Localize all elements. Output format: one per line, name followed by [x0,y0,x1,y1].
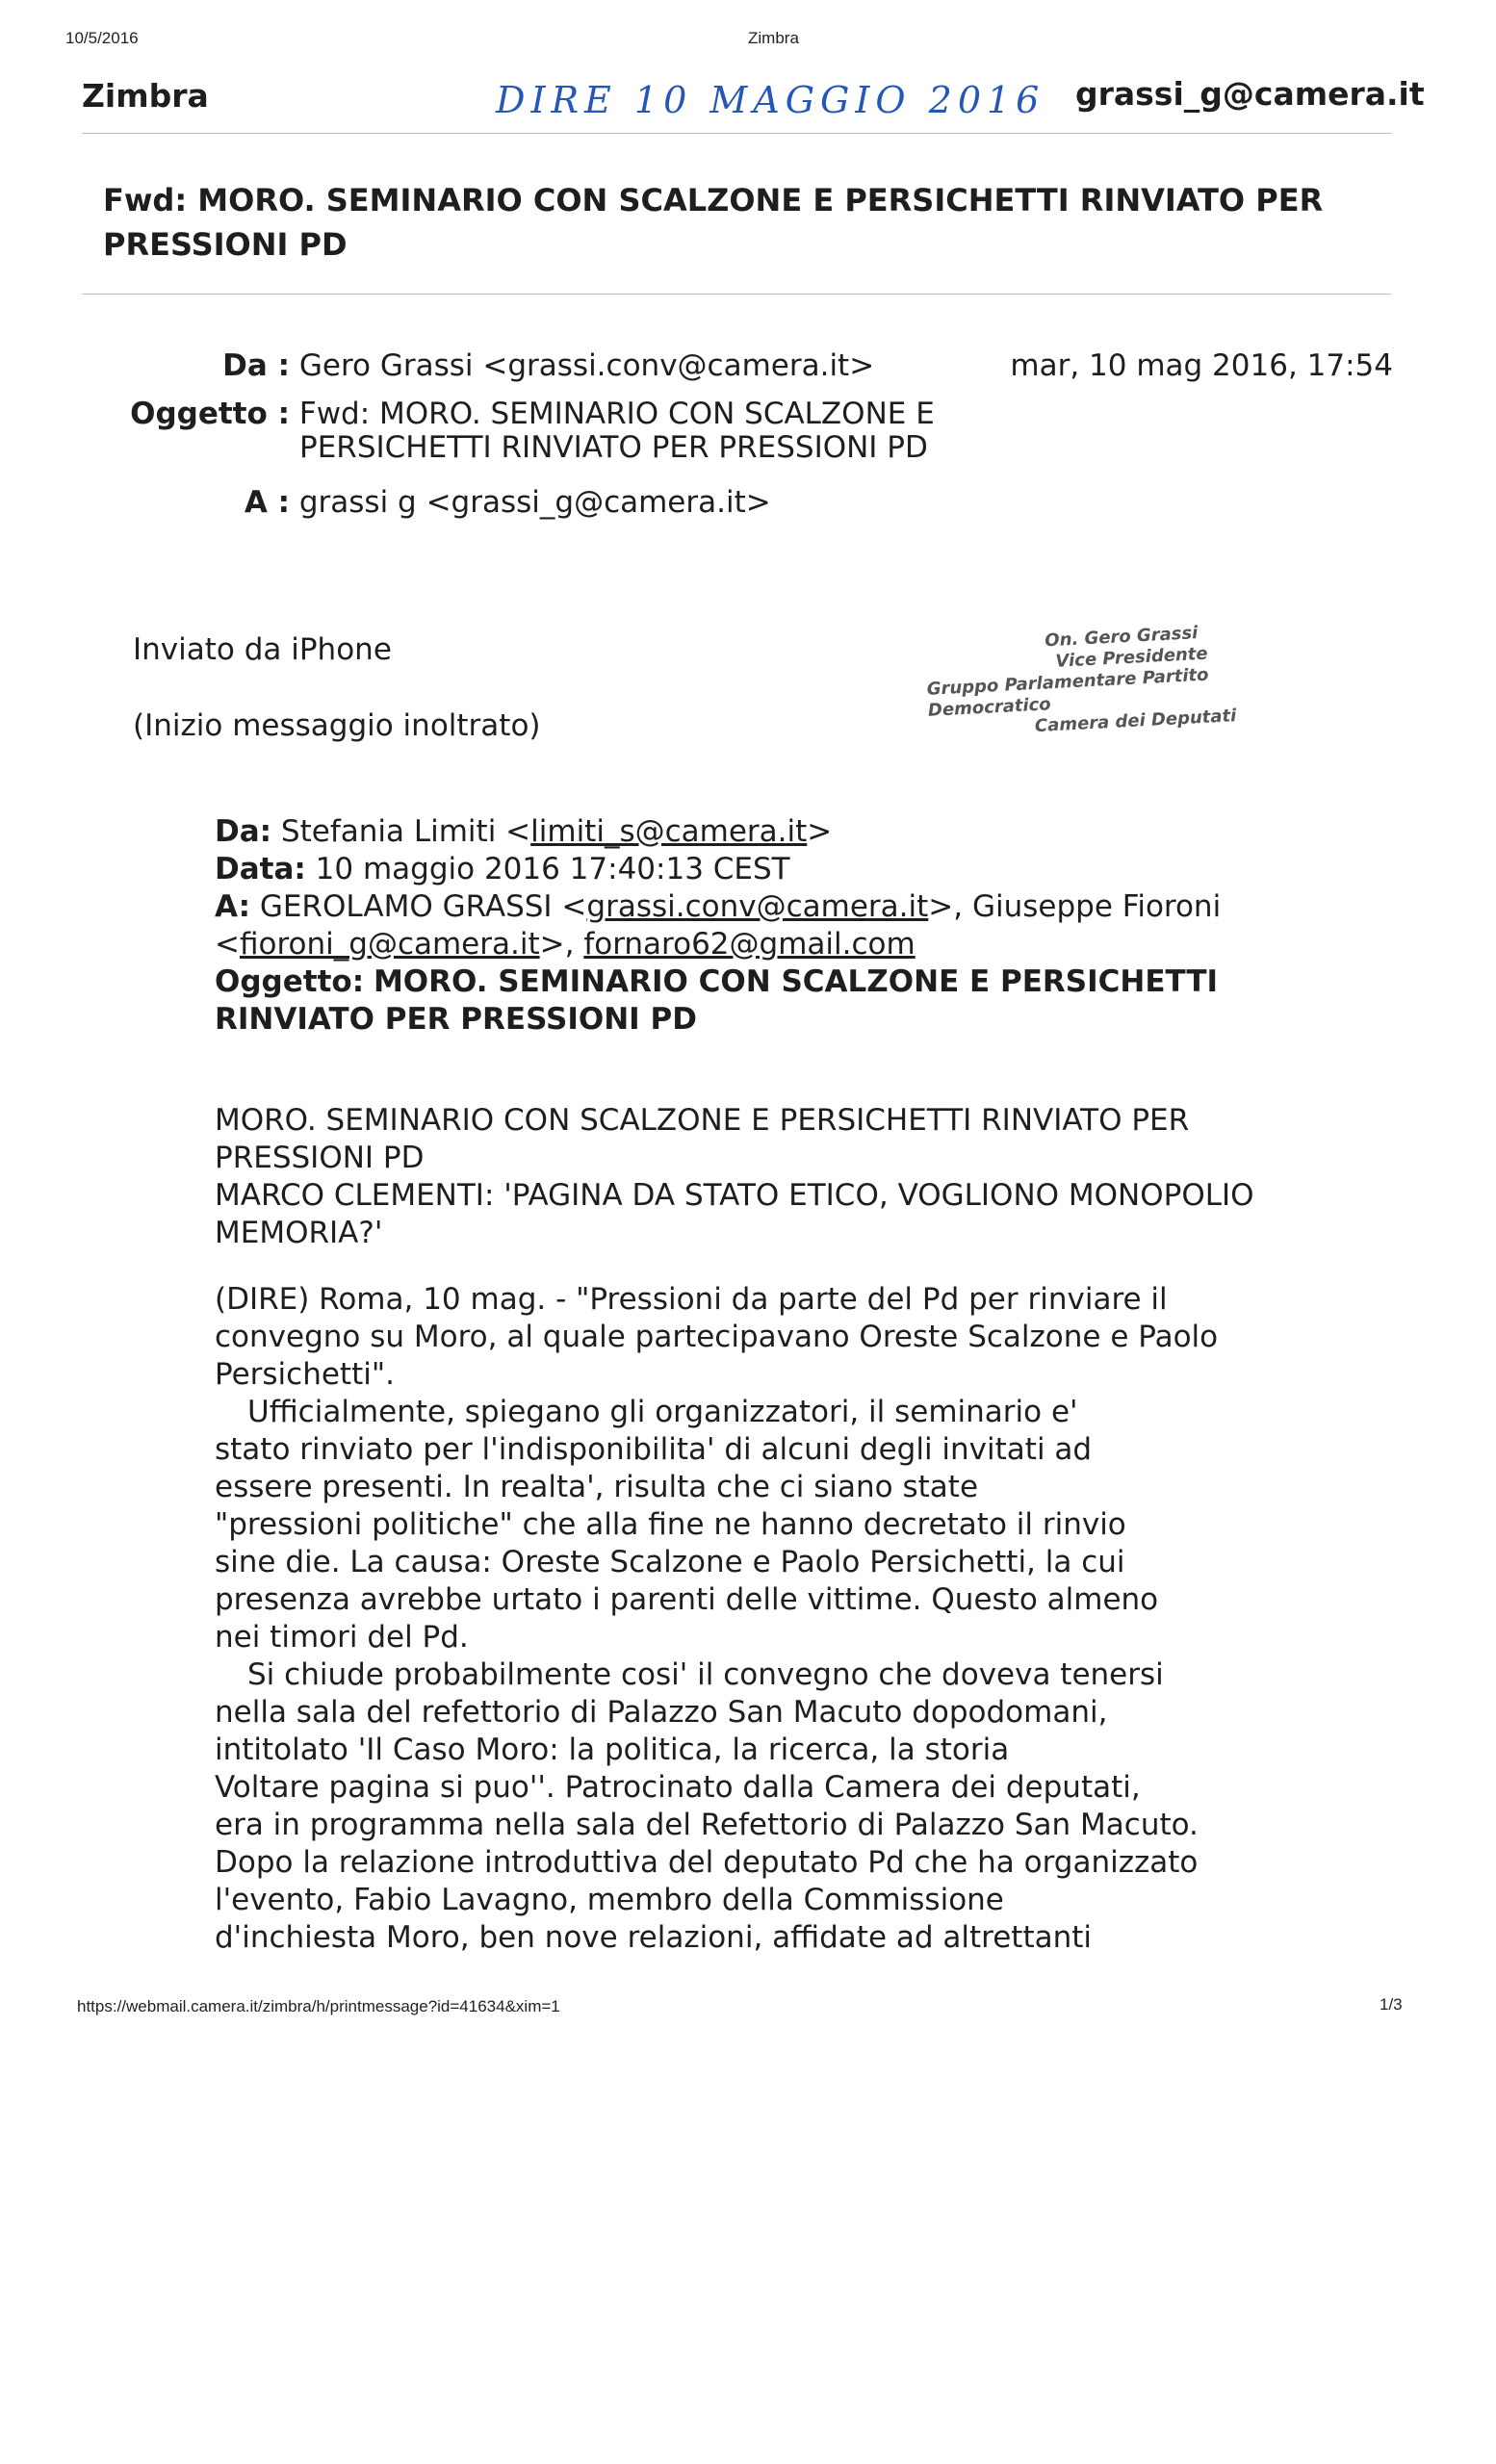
fwd-from-close: > [807,814,833,849]
header-subject-line1: Fwd: MORO. SEMINARIO CON SCALZONE E [298,397,935,431]
header-subject-line2: PERSICHETTI RINVIATO PER PRESSIONI PD [299,430,928,465]
fwd-subject-line1: MORO. SEMINARIO CON SCALZONE E PERSICHETTI [373,964,1219,999]
message-subject-title: Fwd: MORO. SEMINARIO CON SCALZONE E PERSICHETTI RINVIATO PER PRESSIONI PD [103,182,1324,263]
headline-line: MORO. SEMINARIO CON SCALZONE E PERSICHETTI RINVIATO PER [215,1103,1190,1138]
paragraph-line: presenza avrebbe urtato i parenti delle vittime. Questo almeno [215,1582,1159,1617]
handwritten-note: DIRE 10 MAGGIO 2016 [496,79,1045,121]
account-email: grassi_g@camera.it [1075,75,1425,113]
forwarded-headers [215,813,1370,1039]
paragraph-line: Ufficialmente, spiegano gli organizzatori, il seminario e' [247,1395,1078,1429]
stamp-line4: Camera dei Deputati [1034,706,1237,737]
top-divider [82,133,1391,134]
paragraph-line: sine die. La causa: Oreste Scalzone e Paolo Persichetti, la cui [215,1545,1125,1579]
paragraph-line: nei timori del Pd. [215,1620,469,1655]
sent-from-line: Inviato da iPhone [133,632,392,667]
stamp-line1: On. Gero Grassi [1044,623,1199,652]
article-headline [215,1102,1399,1252]
paragraph-line: stato rinviato per l'indisponibilita' di alcuni degli invitati ad [215,1432,1093,1467]
header-subject-row [103,390,1393,431]
fwd-to-mid: >, Giuseppe Fioroni [928,889,1222,924]
fwd-to-email2-link[interactable]: fioroni_g@camera.it [239,927,540,962]
article-body [215,1102,1399,1957]
fwd-subject-label: Oggetto: [215,964,365,999]
header-date-value: mar, 10 mag 2016, 17:54 [1010,348,1393,383]
header-to-row [103,478,1393,526]
fwd-date-row [215,851,1370,888]
fwd-from-email-link[interactable]: limiti_s@camera.it [530,814,808,849]
fwd-to-open2: < [215,927,240,962]
fwd-subject-row-cont [215,1001,1370,1039]
fwd-to-label: A: [215,889,250,924]
article-paragraph-3 [215,1656,1399,1957]
header-to-label: A : [244,485,290,520]
headline-line: MARCO CLEMENTI: 'PAGINA DA STATO ETICO, VOGLIONO MONOPOLIO [215,1178,1254,1213]
message-headers [103,342,1393,526]
fwd-to-row [215,888,1370,926]
paragraph-line: l'evento, Fabio Lavagno, membro della Commissione [215,1883,1004,1917]
article-paragraph-2 [215,1394,1399,1656]
fwd-to-email1-link[interactable]: grassi.conv@camera.it [586,889,929,924]
fwd-from-label: Da: [215,814,272,849]
fwd-from-name: Stefania Limiti < [280,814,531,849]
article-paragraph-1 [215,1281,1399,1394]
header-to-value[interactable]: grassi g <grassi_g@camera.it> [298,485,771,520]
paragraph-line: era in programma nella sala del Refettorio di Palazzo San Macuto. [215,1808,1199,1842]
subject-divider [82,294,1391,295]
fwd-to-mid2: >, [539,927,584,962]
paragraph-line: convegno su Moro, al quale partecipavano Oreste Scalzone e Paolo [215,1320,1219,1354]
fwd-to-email3-link[interactable]: fornaro62@gmail.com [583,927,916,962]
fwd-date-label: Data: [215,852,306,886]
fwd-subject-line2: RINVIATO PER PRESSIONI PD [215,1002,697,1037]
paragraph-line: Persichetti". [215,1357,395,1392]
paragraph-line: Voltare pagina si puo''. Patrocinato dalla Camera dei deputati, [215,1770,1141,1805]
print-date: 10/5/2016 [65,29,139,47]
paragraph-line: Si chiude probabilmente cosi' il convegno che doveva tenersi [247,1657,1164,1692]
forward-start-line: (Inizio messaggio inoltrato) [133,708,541,743]
fwd-to-name1: GEROLAMO GRASSI < [259,889,587,924]
paragraph-line: essere presenti. In realta', risulta che ci siano state [215,1470,979,1504]
official-stamp [924,616,1333,743]
stamp-line3: Gruppo Parlamentare Partito Democratico [926,664,1209,721]
headline-line: MEMORIA?' [215,1216,383,1250]
header-subject-label: Oggetto : [130,397,290,431]
print-url: https://webmail.camera.it/zimbra/h/printmessage?id=41634&xim=1 [77,1997,560,2015]
paragraph-line: "pressioni politiche" che alla fine ne hanno decretato il rinvio [215,1507,1126,1542]
brand-logo: Zimbra [82,77,209,115]
fwd-subject-row [215,963,1370,1001]
fwd-to-row-cont [215,926,1370,963]
headline-line: PRESSIONI PD [215,1141,425,1175]
print-app-name: Zimbra [748,29,799,47]
header-from-row [103,342,1393,390]
paragraph-line: d'inchiesta Moro, ben nove relazioni, affidate ad altrettanti [215,1920,1093,1955]
paragraph-line: nella sala del refettorio di Palazzo San Macuto dopodomani, [215,1695,1108,1730]
paragraph-line: intitolato 'Il Caso Moro: la politica, la ricerca, la storia [215,1732,1010,1767]
header-from-value[interactable]: Gero Grassi <grassi.conv@camera.it> [298,348,875,383]
fwd-from-row [215,813,1370,851]
header-from-label: Da : [222,348,290,383]
page-number: 1/3 [1380,1995,1403,2014]
fwd-date-value: 10 maggio 2016 17:40:13 CEST [315,852,790,886]
header-subject-row-cont [103,428,1393,478]
paragraph-line: Dopo la relazione introduttiva del deputato Pd che ha organizzato [215,1845,1199,1880]
paragraph-line: (DIRE) Roma, 10 mag. - "Pressioni da parte del Pd per rinviare il [215,1282,1168,1317]
stamp-line2: Vice Presidente [1054,643,1209,672]
